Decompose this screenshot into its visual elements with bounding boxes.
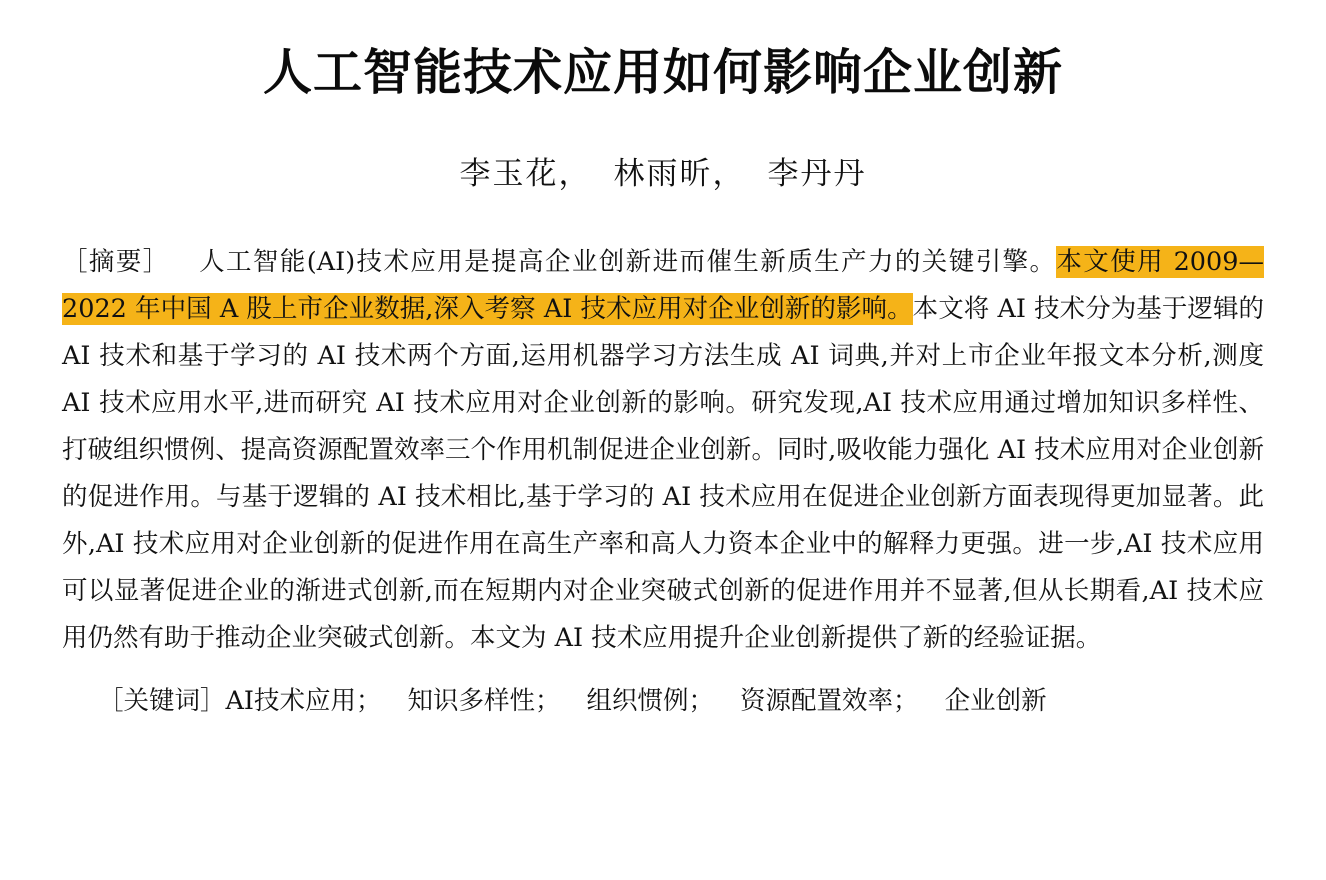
author-name: 李丹丹 xyxy=(767,156,867,192)
keywords-label: ［关键词］ xyxy=(98,686,226,716)
author-name: 李玉花， xyxy=(459,156,592,192)
abstract-text-part2: 本文将 AI 技术分为基于逻辑的 AI 技术和基于学习的 AI 技术两个方面,运用机器学习方法生成 AI 词典,并对上市企业年报文本分析,测度 AI 技术应用水平,进而研究 AI 技术应用对企业创新的影响。研究发现,AI 技术应用通过增加知识多样性、打破组织惯例、提高资源配置效率三个作用机制促进企业创新。同时,吸收能力强化 AI 技术应用对企业创新的促进作用。与基于逻辑的 AI 技术相比,基于学习的 AI 技术应用在促进企业创新方面表现得更加显著。此外,AI 技术应用对企业创新的促进作用在高生产率和高人力资本企业中的解释力更强。进一步,AI 技术应用可以显著促进企业的渐进式创新,而在短期内对企业突破式创新的促进作用并不显著,但从长期看,AI 技术应用仍然有助于推动企业突破式创新。本文为 AI 技术应用提升企业创新提供了新的经验证据。 xyxy=(62,294,1265,653)
abstract-paragraph xyxy=(0,193,1326,662)
abstract-text-part1: 人工智能(AI)技术应用是提高企业创新进而催生新质生产力的关键引擎。 xyxy=(197,247,1057,277)
keywords-line xyxy=(0,662,1326,725)
keyword-item: 资源配置效率； xyxy=(740,686,919,716)
abstract-label: ［摘要］ xyxy=(62,247,170,277)
keyword-item: AI技术应用； xyxy=(225,686,382,716)
author-list xyxy=(0,104,1326,193)
abstract-highlighted-text: 本文使用 2009—2022 年中国 A 股上市企业数据,深入考察 AI 技术应用对企业创新的影响。 xyxy=(62,247,1264,324)
keyword-item: 知识多样性； xyxy=(407,686,561,716)
keyword-item: 组织惯例； xyxy=(586,686,715,716)
author-name: 林雨昕， xyxy=(613,156,746,192)
keyword-item: 企业创新 xyxy=(944,686,1047,716)
page-title: 人工智能技术应用如何影响企业创新 xyxy=(262,43,1063,101)
